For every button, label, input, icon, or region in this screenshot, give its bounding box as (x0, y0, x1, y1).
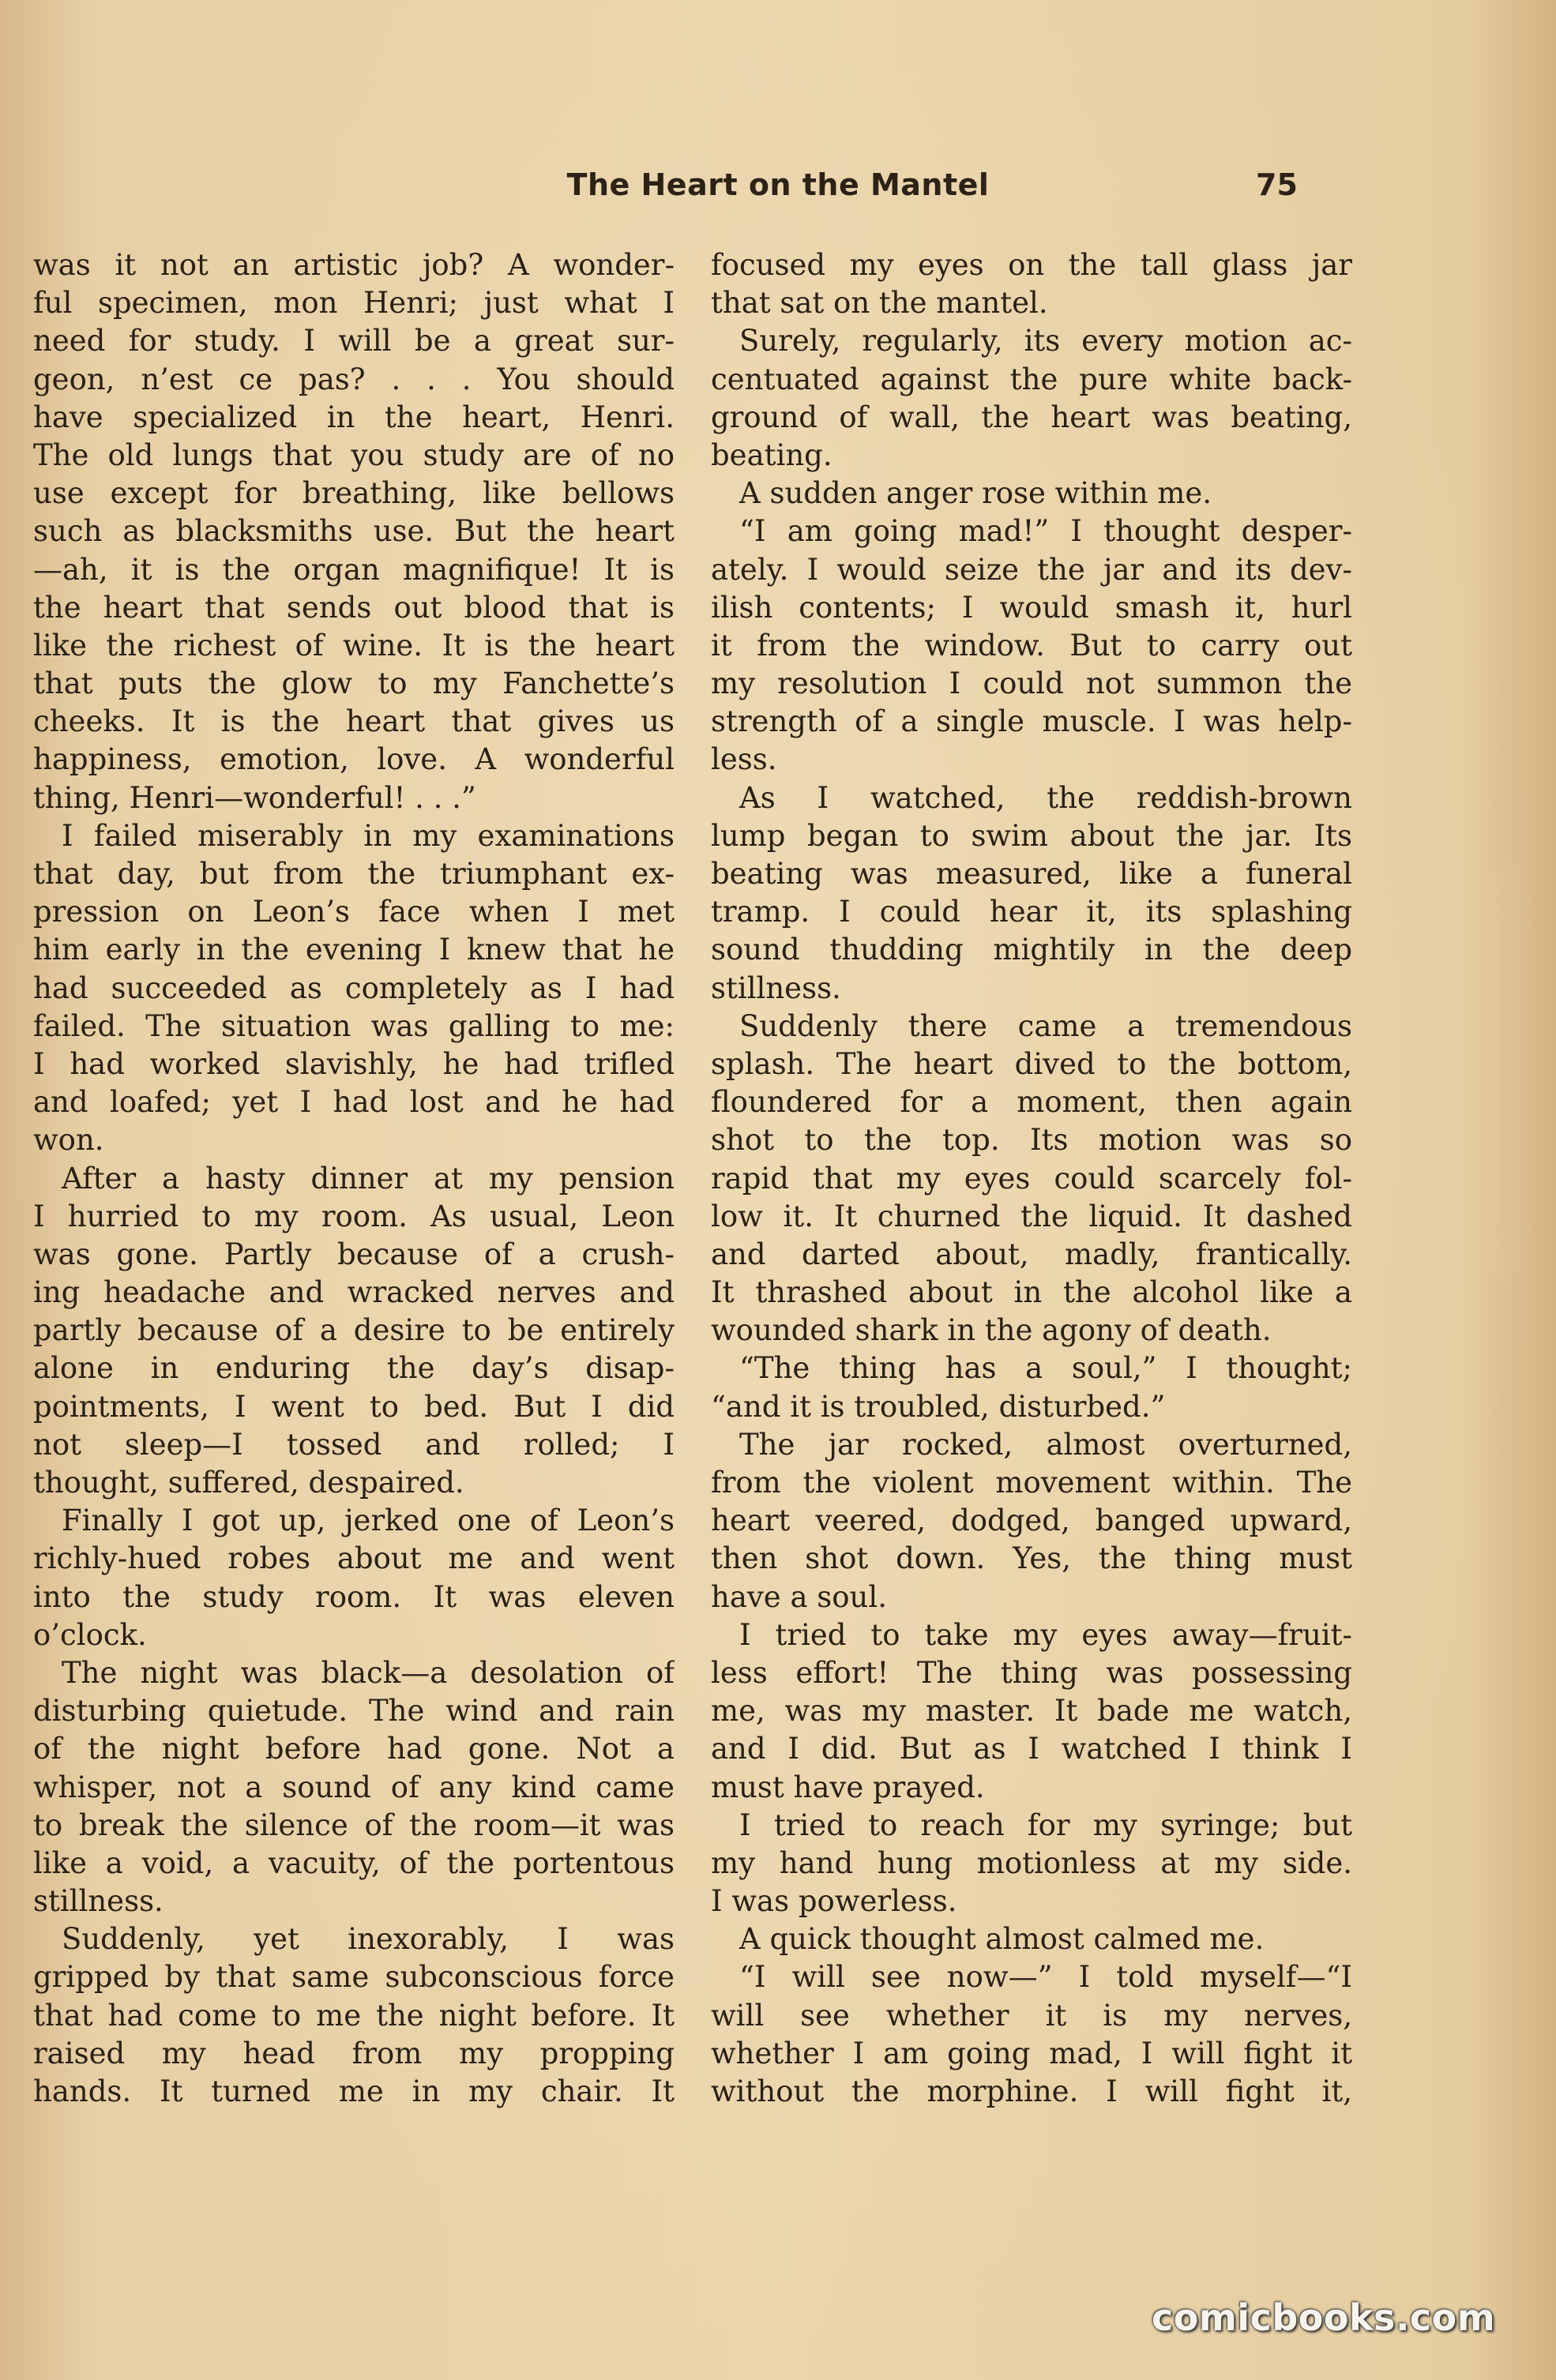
text-line: Finally I got up, jerked one of Leon’s (62, 1503, 675, 1538)
text-line: was it not an artistic job? A wonder- (33, 248, 675, 282)
text-line: Suddenly, yet inexorably, I was (62, 1922, 675, 1957)
text-line: my hand hung motionless at my side. (711, 1845, 1352, 1880)
text-line: Suddenly there came a tremendous (739, 1008, 1352, 1043)
text-line: that day, but from the triumphant ex- (33, 857, 675, 891)
text-line: have a soul. (711, 1579, 887, 1614)
text-line: geon, n’est ce pas? . . . You should (33, 362, 675, 396)
text-line: like the richest of wine. It is the heart (33, 628, 675, 663)
text-line: I was powerless. (711, 1884, 957, 1919)
text-line: I hurried to my room. As usual, Leon (33, 1199, 675, 1233)
text-line: stillness. (711, 970, 841, 1005)
right-text-column (711, 246, 1352, 2111)
text-line: It thrashed about in the alcohol like a (711, 1275, 1352, 1310)
text-line: The night was black—a desolation of (62, 1655, 675, 1690)
text-line: pointments, I went to bed. But I did (33, 1389, 675, 1424)
text-line: me, was my master. It bade me watch, (711, 1694, 1352, 1729)
text-line: need for study. I will be a great sur- (33, 324, 675, 359)
text-line: rapid that my eyes could scarcely fol- (711, 1161, 1352, 1196)
text-line: of the night before had gone. Not a (33, 1732, 675, 1766)
text-line: gripped by that same subconscious force (33, 1960, 675, 1995)
text-line: disturbing quietude. The wind and rain (33, 1694, 675, 1729)
text-line: The jar rocked, almost overturned, (739, 1427, 1352, 1462)
text-line: cheeks. It is the heart that gives us (33, 704, 675, 739)
text-line: splash. The heart dived to the bottom, (711, 1046, 1352, 1081)
text-line: I tried to take my eyes away—fruit- (739, 1617, 1352, 1652)
text-line: After a hasty dinner at my pension (62, 1161, 675, 1196)
running-head (0, 167, 1556, 215)
text-line: A quick thought almost calmed me. (739, 1922, 1265, 1957)
text-line: like a void, a vacuity, of the portentous (33, 1845, 675, 1880)
text-line: o’clock. (33, 1617, 147, 1652)
text-line: use except for breathing, like bellows (33, 476, 675, 511)
text-line: whether I am going mad, I will fight it (711, 2036, 1352, 2070)
text-line: thought, suffered, despaired. (33, 1466, 464, 1500)
text-line: partly because of a desire to be entirely (33, 1313, 675, 1348)
text-line: sound thudding mightily in the deep (711, 933, 1352, 967)
watermark-text: comicbooks.com (1152, 2296, 1496, 2339)
text-line: thing, Henri—wonderful! . . .” (33, 780, 476, 815)
text-line: Surely, regularly, its every motion ac- (739, 324, 1352, 359)
text-line: richly-hued robes about me and went (33, 1541, 675, 1576)
text-line: won. (33, 1123, 104, 1158)
text-line: strength of a single muscle. I was help- (711, 704, 1352, 739)
text-line: failed. The situation was galling to me: (33, 1008, 675, 1043)
running-title: The Heart on the Mantel (566, 167, 990, 202)
text-line: beating was measured, like a funeral (711, 857, 1352, 891)
text-line: and I did. But as I watched I think I (711, 1732, 1352, 1766)
text-line: beating. (711, 437, 832, 472)
text-line: floundered for a moment, then again (711, 1085, 1352, 1120)
text-line: shot to the top. Its motion was so (711, 1123, 1352, 1158)
text-line: heart veered, dodged, banged upward, (711, 1503, 1352, 1538)
text-line: low it. It churned the liquid. It dashed (711, 1199, 1352, 1233)
text-line: him early in the evening I knew that he (33, 933, 675, 967)
text-line: ately. I would seize the jar and its dev- (711, 552, 1352, 587)
text-line: wounded shark in the agony of death. (711, 1313, 1272, 1348)
text-line: raised my head from my propping (33, 2036, 675, 2070)
text-line: —ah, it is the organ magnifique! It is (33, 552, 675, 587)
text-line: had succeeded as completely as I had (33, 970, 675, 1005)
text-line: “I am going mad!” I thought desper- (739, 514, 1352, 549)
text-line: I had worked slavishly, he had trifled (33, 1046, 675, 1081)
text-line: focused my eyes on the tall glass jar (711, 248, 1352, 282)
text-line: it from the window. But to carry out (711, 628, 1352, 663)
text-line: “I will see now—” I told myself—“I (739, 1960, 1352, 1995)
text-line: A sudden anger rose within me. (739, 476, 1212, 511)
text-line: centuated against the pure white back- (711, 362, 1352, 396)
text-line: then shot down. Yes, the thing must (711, 1541, 1352, 1576)
text-line: that puts the glow to my Fanchette’s (33, 666, 675, 701)
text-line: “and it is troubled, disturbed.” (711, 1389, 1166, 1424)
text-line: and loafed; yet I had lost and he had (33, 1085, 675, 1120)
text-line: happiness, emotion, love. A wonderful (33, 742, 675, 777)
text-line: As I watched, the reddish-brown (739, 780, 1352, 815)
text-line: pression on Leon’s face when I met (33, 895, 675, 929)
text-line: have specialized in the heart, Henri. (33, 400, 675, 434)
text-line: to break the silence of the room—it was (33, 1808, 675, 1842)
text-line: ground of wall, the heart was beating, (711, 400, 1352, 434)
text-line: less. (711, 742, 777, 777)
text-line: ing headache and wracked nerves and (33, 1275, 675, 1310)
text-line: such as blacksmiths use. But the heart (33, 514, 675, 549)
text-line: lump began to swim about the jar. Its (711, 818, 1352, 853)
text-line: must have prayed. (711, 1770, 985, 1804)
text-line: less effort! The thing was possessing (711, 1655, 1352, 1690)
text-line: ilish contents; I would smash it, hurl (711, 590, 1352, 625)
text-line: the heart that sends out blood that is (33, 590, 675, 625)
page-number: 75 (1256, 167, 1298, 202)
text-line: The old lungs that you study are of no (33, 437, 675, 472)
text-line: was gone. Partly because of a crush- (33, 1237, 675, 1271)
text-line: hands. It turned me in my chair. It (33, 2074, 675, 2108)
text-line: alone in enduring the day’s disap- (33, 1351, 675, 1386)
text-line: and darted about, madly, frantically. (711, 1237, 1352, 1271)
text-line: will see whether it is my nerves, (711, 1998, 1352, 2033)
text-line: I tried to reach for my syringe; but (739, 1808, 1352, 1842)
left-text-column (33, 246, 675, 2111)
text-line: tramp. I could hear it, its splashing (711, 895, 1352, 929)
text-line: whisper, not a sound of any kind came (33, 1770, 675, 1804)
text-line: without the morphine. I will fight it, (711, 2074, 1352, 2108)
text-line: “The thing has a soul,” I thought; (739, 1351, 1352, 1386)
text-line: stillness. (33, 1884, 163, 1919)
text-line: that had come to me the night before. It (33, 1998, 675, 2033)
text-line: that sat on the mantel. (711, 286, 1048, 321)
text-line: not sleep—I tossed and rolled; I (33, 1427, 675, 1462)
text-line: I failed miserably in my examinations (62, 818, 675, 853)
text-line: ful specimen, mon Henri; just what I (33, 286, 675, 321)
text-line: into the study room. It was eleven (33, 1579, 675, 1614)
text-line: from the violent movement within. The (711, 1466, 1352, 1500)
text-line: my resolution I could not summon the (711, 666, 1352, 701)
